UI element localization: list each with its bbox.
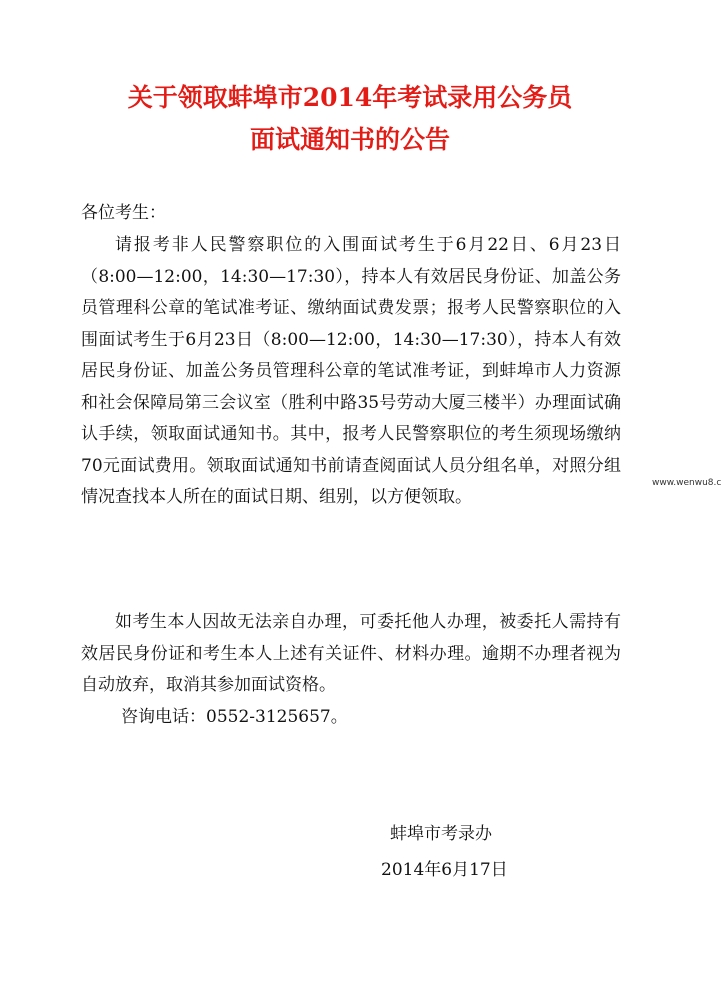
phone-line: 咨询电话：0552-3125657。 (121, 707, 348, 727)
paragraph-proxy: 如考生本人因故无法亲自办理，可委托他人办理，被委托人需持有效居民身份证和考生本人上述有关证件、材料办理。逾期不办理者视为自动放弃，取消其参加面试资格。 (81, 612, 621, 695)
signature-org: 蚌埠市考录办 (390, 824, 492, 844)
watermark: www.wenwu8.c (652, 478, 721, 488)
paragraph-instructions: 请报考非人民警察职位的入围面试考生于6月22日、6月23日（8:00—12:00，14:30—17:30），持本人有效居民身份证、加盖公务员管理科公章的笔试准考证、缴纳面试费发票；报考人民警察职位的入围面试考生于6月23日（8:00—12:00，14:30—17:30），持本人有效居民身份证、加盖公务员管理科公章的笔试准考证，到蚌埠市人力资源和社会保障局第三会议室（胜利中路35号劳动大厦三楼半）办理面试确认手续，领取面试通知书。其中，报考人民警察职位的考生须现场缴纳70元面试费用。领取面试通知书前请查阅面试人员分组名单，对照分组情况查找本人所在的面试日期、组别，以方便领取。 (81, 235, 621, 507)
salutation: 各位考生： (81, 203, 166, 223)
page-title-line-1: 关于领取蚌埠市2014年考试录用公务员 (127, 83, 573, 112)
signature-date: 2014年6月17日 (381, 860, 508, 880)
page-title-line-2: 面试通知书的公告 (249, 125, 450, 154)
